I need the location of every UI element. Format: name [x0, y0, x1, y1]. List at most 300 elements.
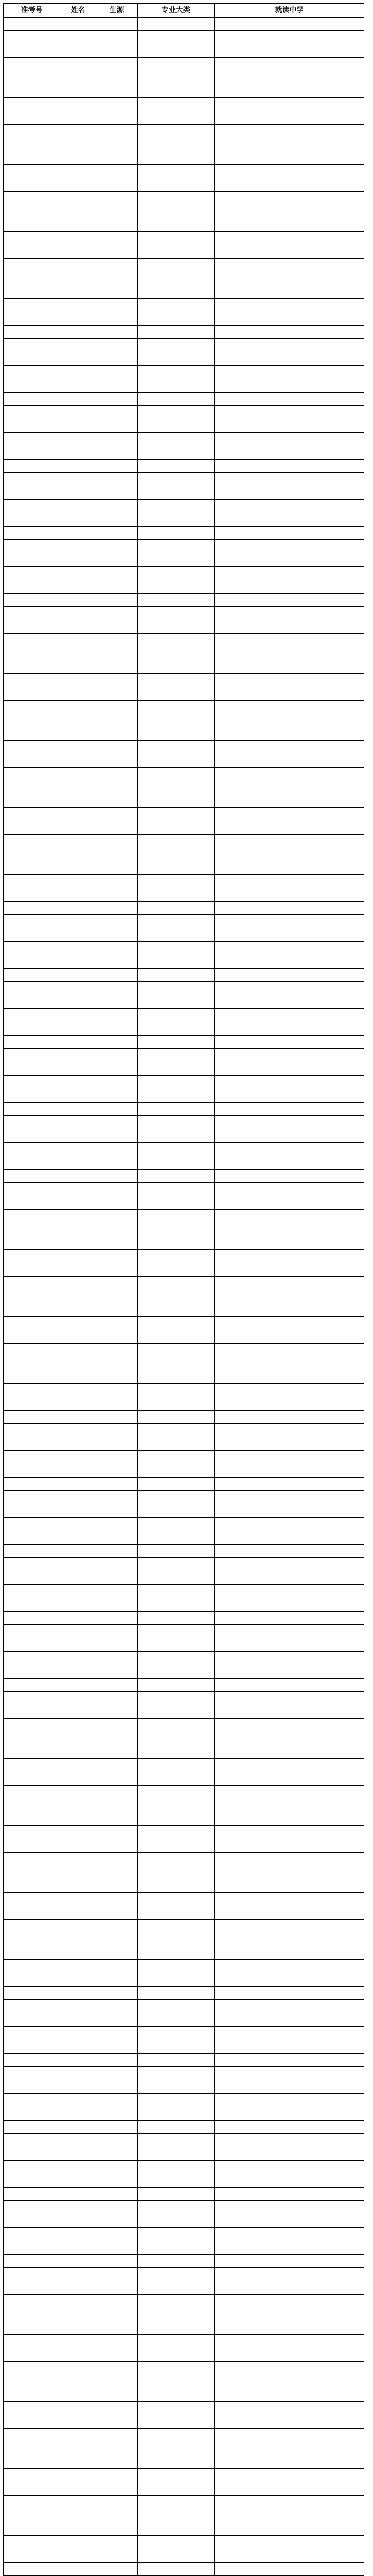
cell-province	[96, 848, 138, 861]
cell-name	[60, 1062, 96, 1076]
table-row	[4, 808, 364, 821]
cell-exam-id	[4, 1491, 60, 1504]
cell-province	[96, 379, 138, 393]
cell-name	[60, 2013, 96, 2027]
header-school: 就读中学	[215, 4, 364, 18]
cell-major	[138, 1277, 215, 1290]
cell-school	[215, 808, 364, 821]
cell-school	[215, 125, 364, 138]
cell-school	[215, 1317, 364, 1330]
cell-province	[96, 634, 138, 647]
cell-school	[215, 1946, 364, 1960]
cell-major	[138, 2107, 215, 2121]
cell-major	[138, 379, 215, 393]
cell-name	[60, 379, 96, 393]
cell-major	[138, 2335, 215, 2348]
cell-province	[96, 259, 138, 272]
cell-name	[60, 500, 96, 513]
cell-name	[60, 875, 96, 888]
cell-school	[215, 111, 364, 125]
cell-name	[60, 915, 96, 928]
table-row	[4, 1103, 364, 1116]
cell-major	[138, 1116, 215, 1129]
cell-major	[138, 1009, 215, 1022]
table-row	[4, 1183, 364, 1196]
cell-name	[60, 607, 96, 620]
table-row	[4, 594, 364, 607]
cell-school	[215, 1036, 364, 1049]
cell-exam-id	[4, 1451, 60, 1464]
cell-school	[215, 701, 364, 714]
cell-name	[60, 1478, 96, 1491]
cell-major	[138, 1411, 215, 1424]
cell-province	[96, 781, 138, 794]
cell-name	[60, 955, 96, 969]
cell-school	[215, 1799, 364, 1812]
cell-major	[138, 460, 215, 473]
cell-school	[215, 326, 364, 339]
cell-province	[96, 2348, 138, 2362]
cell-name	[60, 995, 96, 1009]
cell-exam-id	[4, 942, 60, 955]
cell-exam-id	[4, 741, 60, 754]
cell-province	[96, 192, 138, 205]
cell-exam-id	[4, 1772, 60, 1786]
cell-province	[96, 2067, 138, 2080]
cell-school	[215, 2121, 364, 2134]
cell-exam-id	[4, 192, 60, 205]
cell-major	[138, 1719, 215, 1732]
cell-name	[60, 31, 96, 44]
table-row	[4, 1705, 364, 1719]
cell-major	[138, 1143, 215, 1156]
cell-name	[60, 1303, 96, 1317]
table-row	[4, 821, 364, 835]
cell-exam-id	[4, 259, 60, 272]
cell-major	[138, 18, 215, 31]
cell-name	[60, 1344, 96, 1357]
cell-province	[96, 2482, 138, 2496]
table-row	[4, 2040, 364, 2054]
cell-province	[96, 31, 138, 44]
cell-school	[215, 2094, 364, 2107]
table-row	[4, 272, 364, 285]
cell-exam-id	[4, 915, 60, 928]
cell-exam-id	[4, 1370, 60, 1384]
cell-name	[60, 2000, 96, 2013]
cell-exam-id	[4, 71, 60, 84]
cell-school	[215, 352, 364, 366]
cell-major	[138, 1612, 215, 1625]
cell-school	[215, 1143, 364, 1156]
cell-name	[60, 1397, 96, 1411]
cell-school	[215, 2442, 364, 2455]
cell-name	[60, 2455, 96, 2469]
cell-school	[215, 1344, 364, 1357]
table-row	[4, 460, 364, 473]
cell-name	[60, 192, 96, 205]
cell-province	[96, 714, 138, 727]
cell-major	[138, 955, 215, 969]
table-row	[4, 888, 364, 902]
cell-school	[215, 1826, 364, 1839]
cell-exam-id	[4, 1089, 60, 1103]
cell-school	[215, 754, 364, 768]
cell-name	[60, 1518, 96, 1531]
table-row	[4, 969, 364, 982]
cell-school	[215, 406, 364, 419]
cell-school	[215, 1906, 364, 1920]
cell-province	[96, 2201, 138, 2214]
cell-school	[215, 741, 364, 754]
cell-school	[215, 2335, 364, 2348]
table-row	[4, 2563, 364, 2576]
cell-name	[60, 98, 96, 111]
cell-province	[96, 1236, 138, 1250]
cell-exam-id	[4, 1170, 60, 1183]
table-row	[4, 634, 364, 647]
cell-exam-id	[4, 527, 60, 540]
cell-exam-id	[4, 902, 60, 915]
cell-major	[138, 1022, 215, 1036]
table-row	[4, 955, 364, 969]
table-row	[4, 312, 364, 326]
cell-province	[96, 1464, 138, 1478]
cell-exam-id	[4, 2295, 60, 2308]
cell-major	[138, 1906, 215, 1920]
cell-province	[96, 1196, 138, 1210]
cell-name	[60, 701, 96, 714]
table-row	[4, 580, 364, 594]
cell-exam-id	[4, 178, 60, 192]
cell-province	[96, 1665, 138, 1679]
cell-name	[60, 1290, 96, 1303]
cell-name	[60, 2027, 96, 2040]
cell-major	[138, 2429, 215, 2442]
cell-school	[215, 2268, 364, 2281]
table-row	[4, 1933, 364, 1946]
cell-school	[215, 1705, 364, 1719]
table-row	[4, 2348, 364, 2362]
cell-school	[215, 2174, 364, 2188]
cell-exam-id	[4, 473, 60, 486]
cell-name	[60, 44, 96, 58]
cell-province	[96, 1290, 138, 1303]
cell-major	[138, 433, 215, 446]
cell-province	[96, 754, 138, 768]
cell-exam-id	[4, 2161, 60, 2174]
cell-school	[215, 2522, 364, 2536]
cell-name	[60, 2054, 96, 2067]
table-row	[4, 1478, 364, 1491]
cell-province	[96, 1317, 138, 1330]
cell-name	[60, 1987, 96, 2000]
table-row	[4, 1558, 364, 1571]
table-row	[4, 125, 364, 138]
cell-exam-id	[4, 1036, 60, 1049]
cell-major	[138, 1960, 215, 1973]
cell-school	[215, 848, 364, 861]
table-row	[4, 2281, 364, 2295]
cell-province	[96, 2241, 138, 2255]
cell-major	[138, 178, 215, 192]
table-row	[4, 1866, 364, 1879]
cell-name	[60, 741, 96, 754]
cell-exam-id	[4, 1705, 60, 1719]
cell-exam-id	[4, 18, 60, 31]
cell-name	[60, 1464, 96, 1478]
cell-name	[60, 2402, 96, 2415]
cell-school	[215, 1504, 364, 1518]
cell-exam-id	[4, 1612, 60, 1625]
table-row	[4, 727, 364, 741]
cell-name	[60, 768, 96, 781]
cell-province	[96, 2188, 138, 2201]
cell-province	[96, 393, 138, 406]
cell-school	[215, 513, 364, 527]
cell-school	[215, 151, 364, 165]
cell-province	[96, 674, 138, 687]
cell-major	[138, 1491, 215, 1504]
cell-exam-id	[4, 1571, 60, 1585]
cell-province	[96, 1732, 138, 1745]
cell-school	[215, 473, 364, 486]
cell-province	[96, 1036, 138, 1049]
cell-major	[138, 1625, 215, 1638]
table-row	[4, 1786, 364, 1799]
cell-name	[60, 781, 96, 794]
cell-name	[60, 1491, 96, 1504]
cell-school	[215, 2375, 364, 2388]
cell-exam-id	[4, 1692, 60, 1705]
table-row	[4, 1987, 364, 2000]
cell-name	[60, 2067, 96, 2080]
cell-major	[138, 1223, 215, 1236]
cell-exam-id	[4, 1317, 60, 1330]
cell-major	[138, 1866, 215, 1879]
cell-name	[60, 2147, 96, 2161]
cell-name	[60, 1732, 96, 1745]
cell-province	[96, 1103, 138, 1116]
cell-exam-id	[4, 1411, 60, 1424]
cell-exam-id	[4, 151, 60, 165]
cell-exam-id	[4, 1384, 60, 1397]
cell-exam-id	[4, 2013, 60, 2027]
cell-name	[60, 1692, 96, 1705]
cell-province	[96, 2174, 138, 2188]
cell-exam-id	[4, 486, 60, 500]
cell-province	[96, 513, 138, 527]
cell-exam-id	[4, 1598, 60, 1612]
cell-province	[96, 460, 138, 473]
cell-province	[96, 1491, 138, 1504]
cell-exam-id	[4, 2094, 60, 2107]
cell-name	[60, 513, 96, 527]
cell-province	[96, 835, 138, 848]
cell-name	[60, 2228, 96, 2241]
cell-name	[60, 1652, 96, 1665]
cell-province	[96, 111, 138, 125]
cell-school	[215, 1772, 364, 1786]
cell-major	[138, 2415, 215, 2429]
table-row	[4, 1799, 364, 1812]
cell-exam-id	[4, 2134, 60, 2147]
cell-name	[60, 835, 96, 848]
cell-exam-id	[4, 2121, 60, 2134]
table-row	[4, 2362, 364, 2375]
cell-exam-id	[4, 111, 60, 125]
cell-name	[60, 1250, 96, 1263]
cell-school	[215, 1786, 364, 1799]
cell-name	[60, 580, 96, 594]
cell-exam-id	[4, 1732, 60, 1745]
cell-major	[138, 969, 215, 982]
cell-major	[138, 513, 215, 527]
cell-major	[138, 2174, 215, 2188]
cell-exam-id	[4, 2402, 60, 2415]
table-row	[4, 1518, 364, 1531]
cell-exam-id	[4, 2174, 60, 2188]
cell-major	[138, 326, 215, 339]
cell-province	[96, 647, 138, 660]
cell-major	[138, 1531, 215, 1545]
cell-school	[215, 1196, 364, 1210]
cell-major	[138, 192, 215, 205]
cell-exam-id	[4, 1652, 60, 1665]
table-row	[4, 1263, 364, 1277]
table-row	[4, 2402, 364, 2415]
cell-name	[60, 1946, 96, 1960]
cell-province	[96, 1330, 138, 1344]
cell-major	[138, 1049, 215, 1062]
cell-exam-id	[4, 379, 60, 393]
cell-province	[96, 178, 138, 192]
cell-province	[96, 1812, 138, 1826]
table-row	[4, 1652, 364, 1665]
cell-school	[215, 861, 364, 875]
cell-school	[215, 178, 364, 192]
table-row	[4, 902, 364, 915]
cell-major	[138, 634, 215, 647]
table-row	[4, 1424, 364, 1437]
cell-school	[215, 1116, 364, 1129]
cell-major	[138, 2027, 215, 2040]
cell-province	[96, 1679, 138, 1692]
table-row	[4, 1732, 364, 1745]
cell-exam-id	[4, 2188, 60, 2201]
cell-school	[215, 1732, 364, 1745]
cell-exam-id	[4, 1933, 60, 1946]
cell-name	[60, 151, 96, 165]
cell-exam-id	[4, 2080, 60, 2094]
cell-exam-id	[4, 1303, 60, 1317]
cell-province	[96, 701, 138, 714]
cell-school	[215, 888, 364, 902]
cell-name	[60, 1170, 96, 1183]
cell-name	[60, 1036, 96, 1049]
table-row	[4, 1638, 364, 1652]
cell-exam-id	[4, 138, 60, 151]
cell-school	[215, 2107, 364, 2121]
cell-name	[60, 647, 96, 660]
cell-exam-id	[4, 2255, 60, 2268]
cell-province	[96, 71, 138, 84]
cell-school	[215, 1223, 364, 1236]
cell-exam-id	[4, 821, 60, 835]
header-name: 姓名	[60, 4, 96, 18]
cell-name	[60, 1022, 96, 1036]
cell-school	[215, 2469, 364, 2482]
cell-school	[215, 2067, 364, 2080]
table-row	[4, 915, 364, 928]
cell-major	[138, 2482, 215, 2496]
cell-school	[215, 2241, 364, 2255]
cell-name	[60, 2308, 96, 2321]
table-row	[4, 781, 364, 794]
cell-major	[138, 741, 215, 754]
cell-school	[215, 2147, 364, 2161]
cell-province	[96, 1799, 138, 1812]
table-row	[4, 419, 364, 433]
cell-major	[138, 1504, 215, 1518]
cell-school	[215, 1303, 364, 1317]
cell-school	[215, 1250, 364, 1263]
cell-province	[96, 1384, 138, 1397]
cell-major	[138, 1585, 215, 1598]
table-row	[4, 1411, 364, 1424]
cell-major	[138, 1518, 215, 1531]
cell-school	[215, 580, 364, 594]
cell-province	[96, 942, 138, 955]
cell-major	[138, 1036, 215, 1049]
cell-major	[138, 1679, 215, 1692]
cell-exam-id	[4, 2241, 60, 2255]
cell-major	[138, 594, 215, 607]
cell-province	[96, 1786, 138, 1799]
cell-major	[138, 31, 215, 44]
cell-exam-id	[4, 31, 60, 44]
cell-school	[215, 942, 364, 955]
cell-exam-id	[4, 2067, 60, 2080]
cell-exam-id	[4, 393, 60, 406]
cell-school	[215, 1571, 364, 1585]
table-row	[4, 660, 364, 674]
cell-school	[215, 2415, 364, 2429]
cell-province	[96, 1973, 138, 1987]
cell-exam-id	[4, 1156, 60, 1170]
cell-exam-id	[4, 1826, 60, 1839]
cell-school	[215, 995, 364, 1009]
cell-province	[96, 218, 138, 232]
cell-school	[215, 2255, 364, 2268]
cell-province	[96, 1344, 138, 1357]
cell-name	[60, 1357, 96, 1370]
cell-name	[60, 58, 96, 71]
table-row	[4, 285, 364, 299]
cell-school	[215, 674, 364, 687]
table-body	[4, 18, 364, 2576]
cell-major	[138, 902, 215, 915]
cell-major	[138, 1250, 215, 1263]
cell-school	[215, 2549, 364, 2563]
table-row	[4, 259, 364, 272]
cell-school	[215, 2134, 364, 2147]
cell-exam-id	[4, 687, 60, 701]
cell-school	[215, 2402, 364, 2415]
table-row	[4, 2094, 364, 2107]
cell-province	[96, 1437, 138, 1451]
cell-exam-id	[4, 674, 60, 687]
